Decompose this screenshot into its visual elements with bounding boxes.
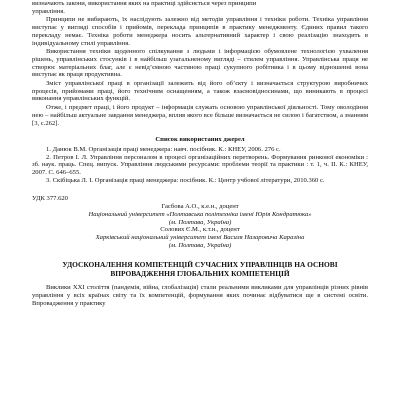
body-paragraph: Використання техніки щоденного спілкування з людьми і інформацією обумовлене технологією ухвалення рішень, управлінських стосунків і в найбільш узагальненому вигляді – стилем управління. Управлінська праця не створює матеріальних благ, але є невід’ємною частиною праці сукупного робітника і в цьому відношенні вона виступає як праця продуктивна.	[32, 48, 368, 79]
article-title	[32, 261, 368, 278]
article-title-line-1: УДОСКОНАЛЕННЯ КОМПЕТЕНЦІЙ СУЧАСНИХ УПРАВЛІНЦІВ НА ОСНОВІ	[62, 260, 338, 270]
author-city: (м. Полтава, Україна)	[168, 218, 232, 226]
reference-item: 2. Петров І. Л. Управління персоналом в процесі організаційних перетворень. Формування ринкової економіки : зб. наук. праць. Спец. випуск. Управління людськими ресурсами: проблеми теорії та практики : т. 1, ч. ІІ. К.: КНЕУ, 2007. С. 646–655.	[32, 153, 368, 177]
udk-code: УДК 377.620	[32, 195, 68, 203]
body-paragraph: Принципи не вибирають, їх наслідують залежно від методів управління і техніки роботи. Техніка управління виступає у вигляді способів і прийомів, переклада принципів в практику менеджменту. Єдиних правил такого перекладу немає. Техніка роботи менеджера носить альтернативний характер і свою реалізацію знаходить в індивідуальному стилі управління.	[32, 16, 368, 47]
references-heading: Список використаних джерел	[155, 136, 245, 144]
intro-paragraph: Виклики XXI століття (пандемія, війна, глобалізація) стали реальними викликами для управлінців різних рівнів управління у всіх країнах світу та їх компетенцій, формування яких починає відбуватися ще в системі освіти. Впровадження у практику	[32, 284, 368, 307]
author-affiliation: Національний університет «Полтавська політехніка імені Юрія Кондратюка»	[88, 210, 312, 218]
article-title-line-2: ВПРОВАДЖЕННЯ ГЛОБАЛЬНИХ КОМПЕТЕНЦІЙ	[110, 268, 290, 278]
author-name: Солових Є.М., к.т.н., доцент	[160, 226, 240, 234]
continued-text-line-2: управління.	[32, 7, 65, 15]
reference-item: 3. Скібіцька Л. І. Організація праці менеджера: посібник. К.: Центр учбової літератури, 2010.360 с.	[46, 176, 325, 184]
body-paragraph: Зміст управлінської праці в організації залежить від його об’єкту і визначається структурою виробничих процесів, прийомами праці, його технічним оснащенням, а також взаємовідносинами, що виникають в процесі виконання управлінських функцій.	[32, 80, 368, 103]
author-affiliation: Харківський національний університет імені Василя Назаровича Каразіна	[95, 233, 305, 241]
continued-text-line-1: визначають закони, використання яких на практиці здійснється через принципи	[32, 0, 257, 7]
author-name: Гасбова А.О., к.е.н., доцент	[161, 203, 239, 211]
body-paragraph: Отже, і предмет праці, і його продукт – інформація служать основою управлінської діяльності. Тому оволодіння нею – найбільш актуальне завдання менеджера, вплив якого все більше визначається не силою і багатством, а знанням [3, с.262].	[32, 104, 368, 127]
author-city: (м. Полтава, Україна)	[168, 241, 232, 249]
reference-item: 1. Данюк В.М. Організація праці менеджера: навч. посібник. К.: КНЕУ, 2006. 276 с.	[46, 145, 281, 153]
